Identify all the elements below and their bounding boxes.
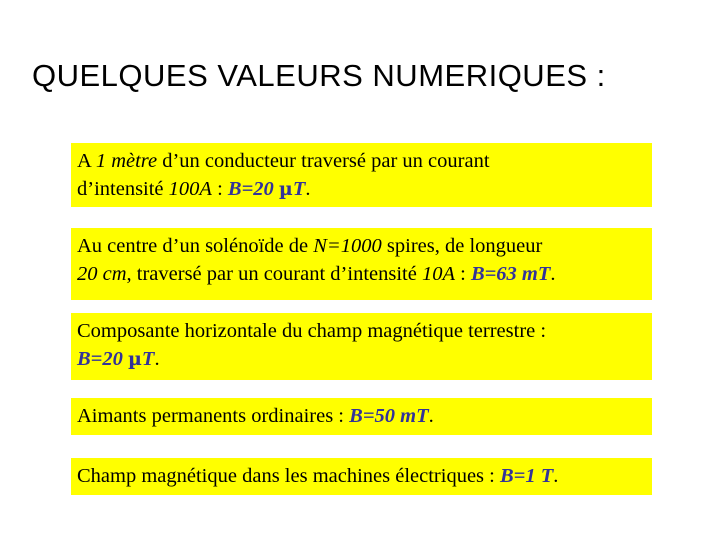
box-line [77,175,646,203]
text: : [211,178,228,200]
period: . [154,348,160,370]
text: A [77,150,96,172]
text: d’un conducteur traversé par un courant [157,150,490,172]
italic-text: 10A [421,263,455,285]
italic-text: 1 mètre [95,150,158,172]
box-line [77,462,646,490]
value-box-conductor [71,143,652,207]
value-text: B=20 [77,348,128,370]
value-unit: T [292,178,306,200]
value-box-magnets [71,398,652,435]
text: Champ magnétique dans les machines électriques : [77,465,500,487]
box-line [77,232,646,260]
value-unit: T [540,465,554,487]
mu-symbol: µ [278,178,293,200]
text: , traversé par un courant d’intensité [126,263,422,285]
value-unit: T [537,263,551,285]
value-text: B=20 [227,178,279,200]
box-line [77,317,646,345]
value-unit: T [141,348,155,370]
text: Composante horizontale du champ magnétique terrestre : [77,320,547,342]
box-line [77,345,646,373]
italic-text: 20 cm [77,263,127,285]
box-line [77,402,646,430]
period: . [550,263,556,285]
italic-text: 100A [168,178,212,200]
value-unit: T [416,405,429,427]
period: . [305,178,311,200]
mu-symbol: µ [127,348,142,370]
text: : [455,263,471,285]
period: . [553,465,559,487]
value-box-earth-field [71,313,652,380]
value-text: B=1 [499,465,541,487]
period: . [428,405,434,427]
text: Aimants permanents ordinaires : [77,405,350,427]
value-text: B=50 m [349,405,417,427]
value-box-machines [71,458,652,495]
value-text: B=63 m [470,263,538,285]
text: d’intensité [77,178,169,200]
box-line [77,260,646,288]
text: spires, de longueur [381,235,543,257]
slide-title: QUELQUES VALEURS NUMERIQUES : [32,58,606,93]
value-box-solenoid [71,228,652,300]
text: Au centre d’un solénoïde de [77,235,314,257]
box-line [77,147,646,175]
italic-text: N=1000 [313,235,382,257]
